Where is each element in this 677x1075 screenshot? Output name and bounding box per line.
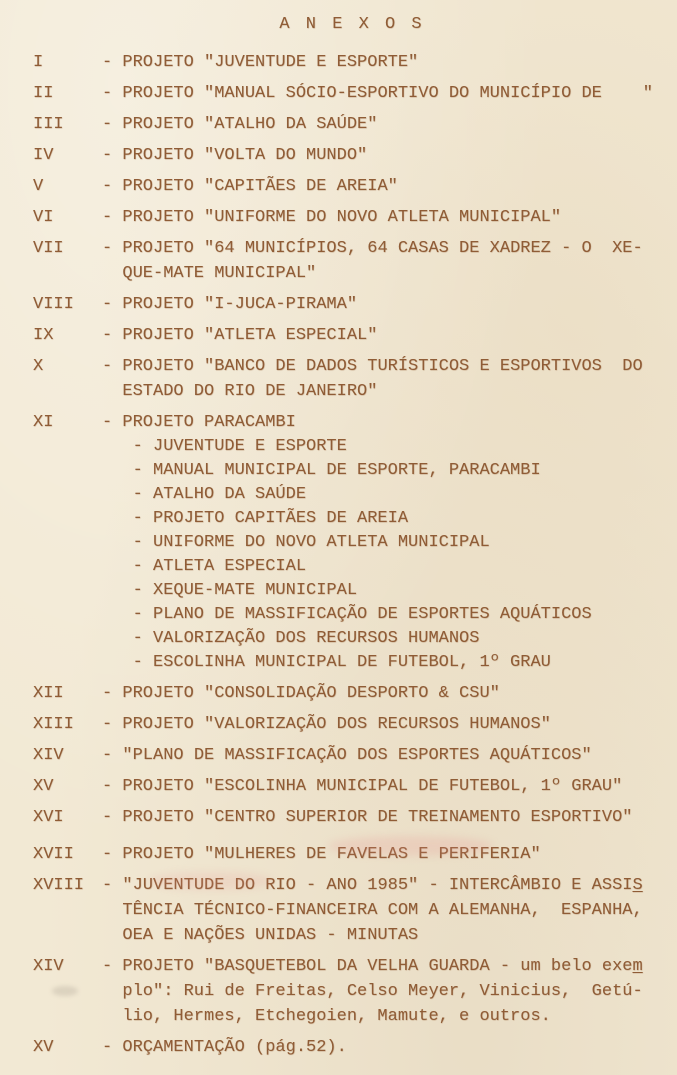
annex-line: - PROJETO "ATALHO DA SAÚDE" [102,115,378,134]
annex-numeral: IX [33,326,54,345]
annex-line: - PROJETO "BANCO DE DADOS TURÍSTICOS E ESPORTIVOS DO [102,357,643,376]
annex-line: - PROJETO "JUVENTUDE E ESPORTE" [102,53,419,72]
annex-subitem: - ATLETA ESPECIAL [132,557,307,576]
annex-line: ESTADO DO RIO DE JANEIRO" [122,382,378,401]
annex-subitem: - MANUAL MUNICIPAL DE ESPORTE, PARACAMBI [132,461,541,480]
annex-row-viii [33,292,671,317]
annex-row-vii [33,236,671,286]
annex-row-xviii [33,873,671,948]
annex-row-x [33,354,671,404]
annex-row-xii [33,681,671,706]
annex-line: - PROJETO "VALORIZAÇÃO DOS RECURSOS HUMANOS" [102,715,551,734]
annex-numeral: XV [33,777,54,796]
annex-line: - PROJETO "ATLETA ESPECIAL" [102,326,378,345]
annex-line: - PROJETO "ESCOLINHA MUNICIPAL DE FUTEBOL, 1º GRAU" [102,777,623,796]
annex-numeral: XIII [33,715,74,734]
annex-line: - PROJETO "CONSOLIDAÇÃO DESPORTO & CSU" [102,684,500,703]
annex-subitem: - XEQUE-MATE MUNICIPAL [132,581,358,600]
annex-line: - PROJETO "MANUAL SÓCIO-ESPORTIVO DO MUNICÍPIO DE " [102,84,653,103]
annex-line: TÊNCIA TÉCNICO-FINANCEIRA COM A ALEMANHA, ESPANHA, [122,901,643,920]
annex-row-xi [33,410,671,675]
annex-numeral: III [33,115,64,134]
annex-row-ix [33,323,671,348]
annex-line: QUE-MATE MUNICIPAL" [122,264,317,283]
annex-numeral: V [33,177,44,196]
annex-row-iii [33,112,671,137]
annex-line: - PROJETO "VOLTA DO MUNDO" [102,146,368,165]
annex-row-xv-2 [33,1035,671,1060]
annex-line: - PROJETO "I-JUCA-PIRAMA" [102,295,358,314]
annex-numeral: XVI [33,808,64,827]
annex-numeral: XIV [33,746,64,765]
annex-numeral: XIV [33,957,64,976]
annex-subitem: - ATALHO DA SAÚDE [132,485,307,504]
annex-line: - PROJETO "CAPITÃES DE AREIA" [102,177,398,196]
annex-line: plo": Rui de Freitas, Celso Meyer, Vinicius, Getú- [122,982,643,1001]
annex-subitem: - VALORIZAÇÃO DOS RECURSOS HUMANOS [132,629,480,648]
annex-numeral: VIII [33,295,74,314]
annex-line: - PROJETO PARACAMBI [102,413,296,432]
annex-numeral: I [33,53,44,72]
annex-line: - PROJETO "MULHERES DE FAVELAS E PERIFERIA" [102,845,541,864]
annex-subitem: - UNIFORME DO NOVO ATLETA MUNICIPAL [132,533,490,552]
annex-numeral: XV [33,1038,54,1057]
annex-line: - "JUVENTUDE DO RIO - ANO 1985" - INTERCÂMBIO E ASSIS [102,876,643,895]
annex-row-ii [33,81,671,106]
continuation-underline: S [632,876,643,895]
annex-numeral: XI [33,413,54,432]
annex-row-iv [33,143,671,168]
annex-subitem: - PROJETO CAPITÃES DE AREIA [132,509,409,528]
annex-numeral: IV [33,146,54,165]
annex-row-vi [33,205,671,230]
annex-line: - "PLANO DE MASSIFICAÇÃO DOS ESPORTES AQUÁTICOS" [102,746,592,765]
annex-line: - ORÇAMENTAÇÃO (pág.52). [102,1038,347,1057]
annex-row-xiii [33,712,671,737]
annex-line: OEA E NAÇÕES UNIDAS - MINUTAS [122,926,419,945]
page-title: A N E X O S [279,15,425,34]
annex-line: - PROJETO "BASQUETEBOL DA VELHA GUARDA - um belo exem [102,957,643,976]
annex-numeral: VI [33,208,54,227]
annex-row-v [33,174,671,199]
annex-numeral: II [33,84,54,103]
annex-subitem: - ESCOLINHA MUNICIPAL DE FUTEBOL, 1º GRAU [132,653,551,672]
annex-row-xiv [33,743,671,768]
annex-row-xiv-2 [33,954,671,1029]
annex-line: - PROJETO "UNIFORME DO NOVO ATLETA MUNICIPAL" [102,208,562,227]
annex-subitem: - JUVENTUDE E ESPORTE [132,437,347,456]
annex-row-i [33,50,671,75]
annex-line: - PROJETO "64 MUNICÍPIOS, 64 CASAS DE XADREZ - O XE- [102,239,643,258]
annex-numeral: XII [33,684,64,703]
annex-row-xvii [33,842,671,867]
annex-numeral: XVIII [33,876,85,895]
annex-row-xv [33,774,671,799]
annex-numeral: XVII [33,845,74,864]
annex-subitem: - PLANO DE MASSIFICAÇÃO DE ESPORTES AQUÁTICOS [132,605,592,624]
continuation-underline: m [632,957,643,976]
annex-row-xvi [33,805,671,830]
annex-numeral: VII [33,239,64,258]
annex-numeral: X [33,357,44,376]
annex-line: lio, Hermes, Etchegoien, Mamute, e outros. [122,1007,551,1026]
annex-line: - PROJETO "CENTRO SUPERIOR DE TREINAMENTO ESPORTIVO" [102,808,633,827]
